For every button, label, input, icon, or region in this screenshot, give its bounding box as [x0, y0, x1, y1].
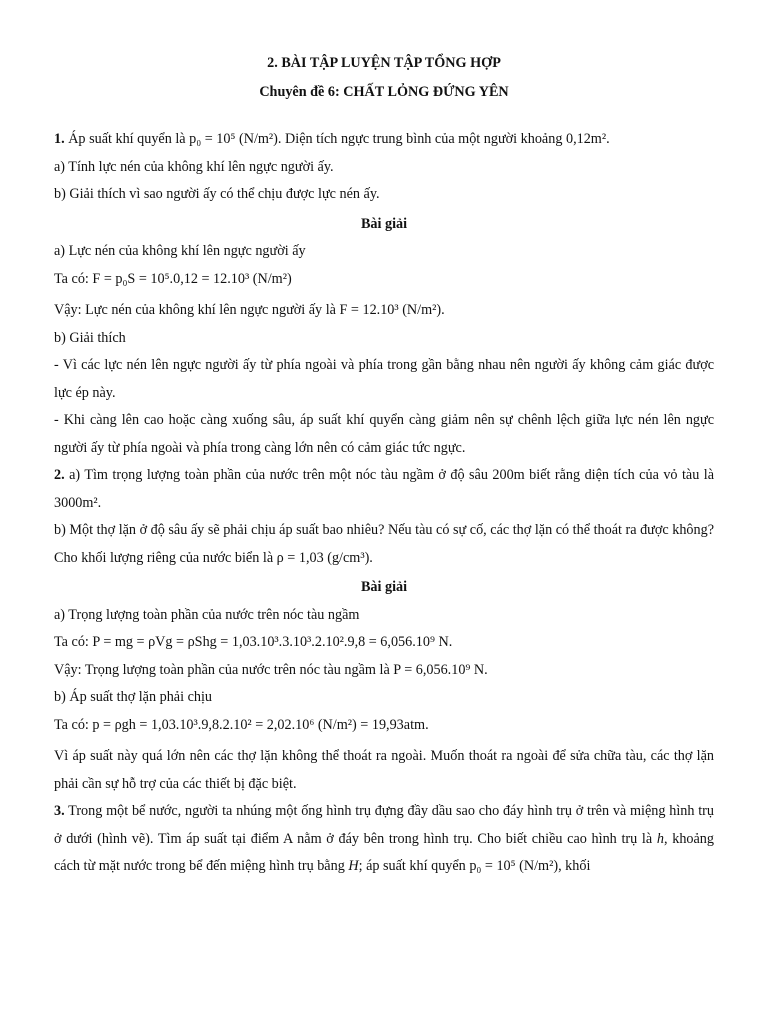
problem-3-p0-formula: p₀ = 10⁵ (N/m²) [469, 858, 559, 874]
problem-1-statement [54, 126, 714, 154]
problem-2-part-a-end: . [97, 494, 102, 511]
problem-2-part-a [54, 462, 714, 517]
problem-2-number: 2. [54, 467, 65, 483]
problem-2-pressure-formula: p = ρgh = 1,03.10³.9,8.2.10² = 2,02.10⁶ (N/m²) = 19,93atm [92, 716, 426, 733]
topic-subtitle: Chuyên đề 6: CHẤT LỎNG ĐỨNG YÊN [259, 84, 509, 100]
problem-2-solution-b-formula-line [54, 712, 714, 740]
problem-3-text-a: Trong một bể nước, người ta nhúng một ống hình trụ đựng đầy dầu sao cho đáy hình trụ ở trên và miệng hình trụ ở dưới (hình vẽ). Tìm áp suất tại điểm A nằm ở đáy bên trong hình trụ. Cho biết chiều cao hình trụ là [54, 803, 714, 847]
problem-1-solution-b-heading: b) Giải thích [54, 329, 126, 346]
problem-2-conclusion-formula: P = 6,056.10⁹ N [393, 661, 485, 678]
problem-1-text-b: . Diện tích ngực trung bình của một người khoảng [277, 131, 563, 147]
problem-1-part-a: a) Tính lực nén của không khí lên ngực người ấy. [54, 158, 334, 175]
problem-2-solution-heading: Bài giải [360, 579, 408, 595]
problem-1-conclusion-end: . [441, 302, 445, 318]
problem-1-ta-co: Ta có: [54, 270, 89, 287]
problem-3-statement [54, 798, 714, 881]
problem-1-solution-a-conclusion [54, 297, 714, 325]
problem-1-solution-a-heading: a) Lực nén của không khí lên ngực người ấy [54, 243, 306, 259]
problem-1-area: 0,12m² [565, 131, 607, 147]
problem-2-part-b [54, 517, 714, 572]
problem-3-text-b: , khoảng cách từ mặt nước trong bể đến miệng hình trụ bằng [54, 830, 714, 874]
problem-1-solution-heading: Bài giải [360, 215, 408, 232]
problem-1-text-a: Áp suất khí quyển là [68, 131, 186, 147]
problem-2-solution-b-heading: b) Áp suất thợ lặn phải chịu [54, 689, 213, 705]
problem-3-H-symbol: H [348, 858, 359, 874]
problem-2-solution-a-formula-line [54, 629, 714, 657]
problem-2-ta-co-b: Ta có: [54, 716, 89, 733]
problem-1-conclusion-formula: F = 12.10³ (N/m²) [339, 302, 442, 318]
problem-3-text-c: ; áp suất khí quyển [358, 858, 466, 874]
problem-2-pressure-formula-end: . [425, 716, 429, 733]
problem-2-rho: ρ = 1,03 (g/cm³) [276, 549, 370, 566]
problem-2-part-b-end: . [369, 549, 373, 566]
problem-3-text-d: , khối [558, 858, 591, 874]
problem-1-conclusion-text: Vậy: Lực nén của không khí lên ngực người ấy là [54, 302, 336, 318]
problem-2-area: 3000m² [54, 494, 98, 511]
problem-2-part-b-text: b) Một thợ lặn ở độ sâu ấy sẽ phải chịu áp suất bao nhiêu? Nếu tàu có sự cố, các thợ lặn có thể thoát ra được không? Cho khối lượng riêng của nước biển là [54, 522, 714, 566]
problem-2-conclusion-end: . [484, 661, 488, 678]
problem-1-number: 1. [54, 131, 65, 147]
problem-2-conclusion-text: Vậy: Trọng lượng toàn phần của nước trên nóc tàu ngầm là [54, 661, 390, 678]
problem-1-part-b: b) Giải thích vì sao người ấy có thể chịu được lực nén ấy. [54, 186, 380, 202]
problem-3-h-symbol: h [656, 830, 664, 847]
problem-1-solution-b-line-1: - Vì các lực nén lên ngực người ấy từ phía ngoài và phía trong gần bằng nhau nên người ấy không cảm giác được lực ép này. [54, 357, 714, 401]
problem-2-solution-a-heading: a) Trọng lượng toàn phần của nước trên nóc tàu ngầm [54, 606, 360, 623]
problem-2-solution-a-conclusion [54, 657, 714, 685]
problem-1-p0-formula: p₀ = 10⁵ (N/m²) [189, 131, 278, 147]
problem-2-weight-formula: P = mg = ρVg = ρShg = 1,03.10³.3.10³.2.10².9,8 = 6,056.10⁹ N [92, 634, 449, 650]
problem-2-solution-b-conclusion: Vì áp suất này quá lớn nên các thợ lặn không thể thoát ra ngoài. Muốn thoát ra ngoài để sửa chữa tàu, các thợ lặn phải cần sự hỗ trợ của các thiết bị đặc biệt. [54, 748, 714, 792]
problem-3-number: 3. [54, 803, 65, 819]
problem-1-force-formula: F = p₀S = 10⁵.0,12 = 12.10³ (N/m²) [92, 270, 292, 287]
problem-2-part-a-text: a) Tìm trọng lượng toàn phần của nước trên một nóc tàu ngầm ở độ sâu 200m biết rằng diện tích của vỏ tàu là [64, 467, 714, 483]
problem-1-solution-b-line-2: - Khi càng lên cao hoặc càng xuống sâu, áp suất khí quyển càng giảm nên sự chênh lệch giữa lực nén lên ngực người ấy từ phía ngoài và phía trong càng lớn nên có cảm giác tức ngực. [54, 412, 714, 456]
problem-1-text-end: . [606, 131, 610, 147]
problem-2-ta-co-a: Ta có: [54, 634, 89, 650]
section-title: 2. BÀI TẬP LUYỆN TẬP TỔNG HỢP [267, 55, 501, 71]
problem-2-weight-formula-end: . [448, 634, 453, 650]
problem-1-solution-a-formula-line [54, 266, 714, 294]
